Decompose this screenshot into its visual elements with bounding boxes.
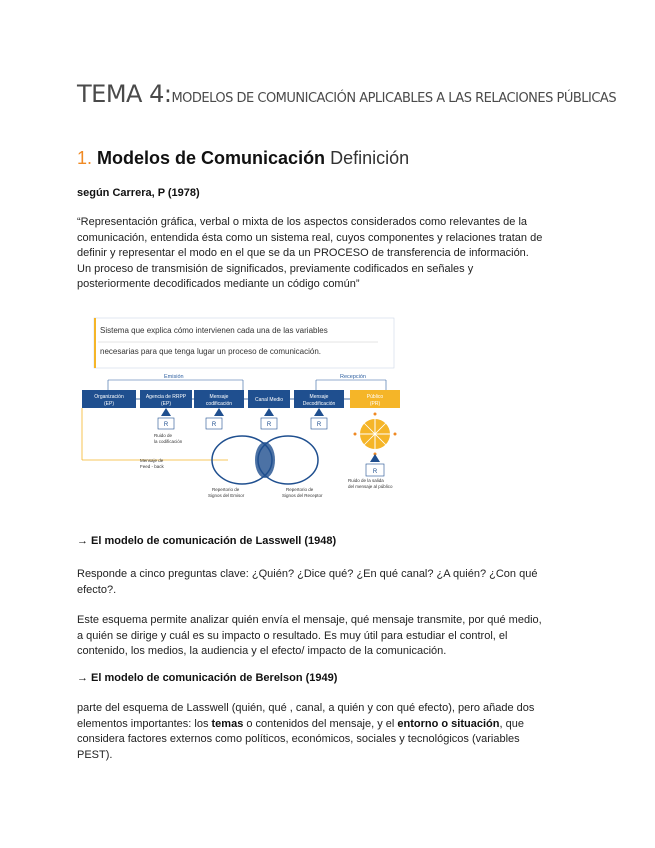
svg-text:Canal Medio: Canal Medio [254, 397, 284, 403]
berelson-heading: → El modelo de comunicación de Berelson (1949) [77, 672, 338, 684]
main-title-prefix: TEMA 4: [77, 80, 172, 108]
svg-text:R: R [211, 422, 217, 428]
quote-line: Un proceso de transmisión de significados, previamente codificados en señales y [77, 262, 474, 275]
berelson-paragraph: parte del esquema de Lasswell (quién, qué , canal, a quién y con qué efecto), pero añade dos elementos importantes: los temas o contenidos del mensaje, y el entorno o situación, que considera factores externos como políticos, económicos, sociales y tecnológicos (variables PEST). [77, 702, 535, 761]
quote-line: comunicación, entendida ésta como un sistema real, cuyos componentes y relaciones tratan de [77, 231, 543, 244]
svg-text:Repertorio de: Repertorio de [212, 487, 240, 492]
svg-text:Feed - back: Feed - back [140, 464, 164, 469]
section-suffix: Definición [330, 148, 410, 168]
emisor-label: Emisión [164, 374, 184, 380]
carrera-heading: según Carrera, P (1978) [77, 187, 200, 199]
receptor-label: Recepción [340, 374, 366, 380]
svg-text:R: R [372, 469, 378, 475]
svg-text:Decodificación: Decodificación [302, 401, 336, 407]
lasswell-paragraph-1: Responde a cinco preguntas clave: ¿Quién? ¿Dice qué? ¿En qué canal? ¿A quién? ¿Con qué efecto?. [77, 568, 538, 596]
svg-text:Agencia de RRPP: Agencia de RRPP [145, 394, 187, 400]
svg-text:(EP): (EP) [161, 401, 171, 407]
carrera-quote [77, 215, 577, 293]
svg-text:Organización: Organización [94, 394, 124, 400]
section-heading [77, 148, 409, 169]
svg-text:codificación: codificación [205, 401, 233, 407]
svg-text:del mensaje al público: del mensaje al público [348, 484, 393, 489]
communication-diagram [78, 310, 405, 505]
main-title [77, 80, 616, 108]
section-title: Modelos de Comunicación [97, 148, 326, 168]
diagram-caption-line-2: necesarias para que tenga lugar un proceso de comunicación. [100, 347, 322, 356]
quote-line: posteriormente decodificados mediante un código común” [77, 278, 360, 290]
svg-text:(PR): (PR) [369, 401, 381, 407]
svg-text:(EP): (EP) [104, 401, 114, 407]
svg-text:Ruido de: Ruido de [154, 433, 173, 438]
svg-text:Público: Público [366, 394, 384, 400]
quote-line: “Representación gráfica, verbal o mixta de los aspectos considerados como relevantes de la [77, 216, 528, 228]
main-title-text: MODELOS DE COMUNICACIÓN APLICABLES A LAS RELACIONES PÚBLICAS [171, 91, 617, 106]
svg-text:Repertorio de: Repertorio de [286, 487, 314, 492]
keyword-temas: temas [211, 717, 244, 730]
svg-text:R: R [316, 422, 322, 428]
section-number: 1. [77, 148, 93, 168]
svg-text:Signos del Emisor: Signos del Emisor [208, 493, 245, 498]
svg-text:Mensaje de: Mensaje de [140, 458, 164, 463]
keyword-entorno: entorno o situación [397, 717, 500, 730]
svg-text:R: R [163, 422, 169, 428]
quote-line: definir y representar el modo en el que se da un PROCESO de transferencia de información. [77, 247, 529, 259]
svg-text:Signos del Receptor: Signos del Receptor [282, 493, 323, 498]
svg-text:Ruido de la salida: Ruido de la salida [348, 478, 384, 483]
svg-text:R: R [266, 422, 272, 428]
lasswell-heading: → El modelo de comunicación de Lasswell (1948) [77, 535, 337, 547]
svg-text:Mensaje: Mensaje [309, 394, 329, 400]
diagram-caption-line-1: Sistema que explica cómo intervienen cada una de las variables [100, 326, 328, 335]
svg-text:Mensaje: Mensaje [209, 394, 229, 400]
svg-text:la codificación: la codificación [154, 439, 183, 444]
lasswell-paragraph-2: Este esquema permite analizar quién envía el mensaje, qué mensaje transmite, por qué medio, a quién se dirige y cuál es su impacto o resultado. Es muy útil para estudiar el control, el contenido, los medios, la audiencia y el efecto/ impacto de la comunicación. [77, 614, 542, 657]
